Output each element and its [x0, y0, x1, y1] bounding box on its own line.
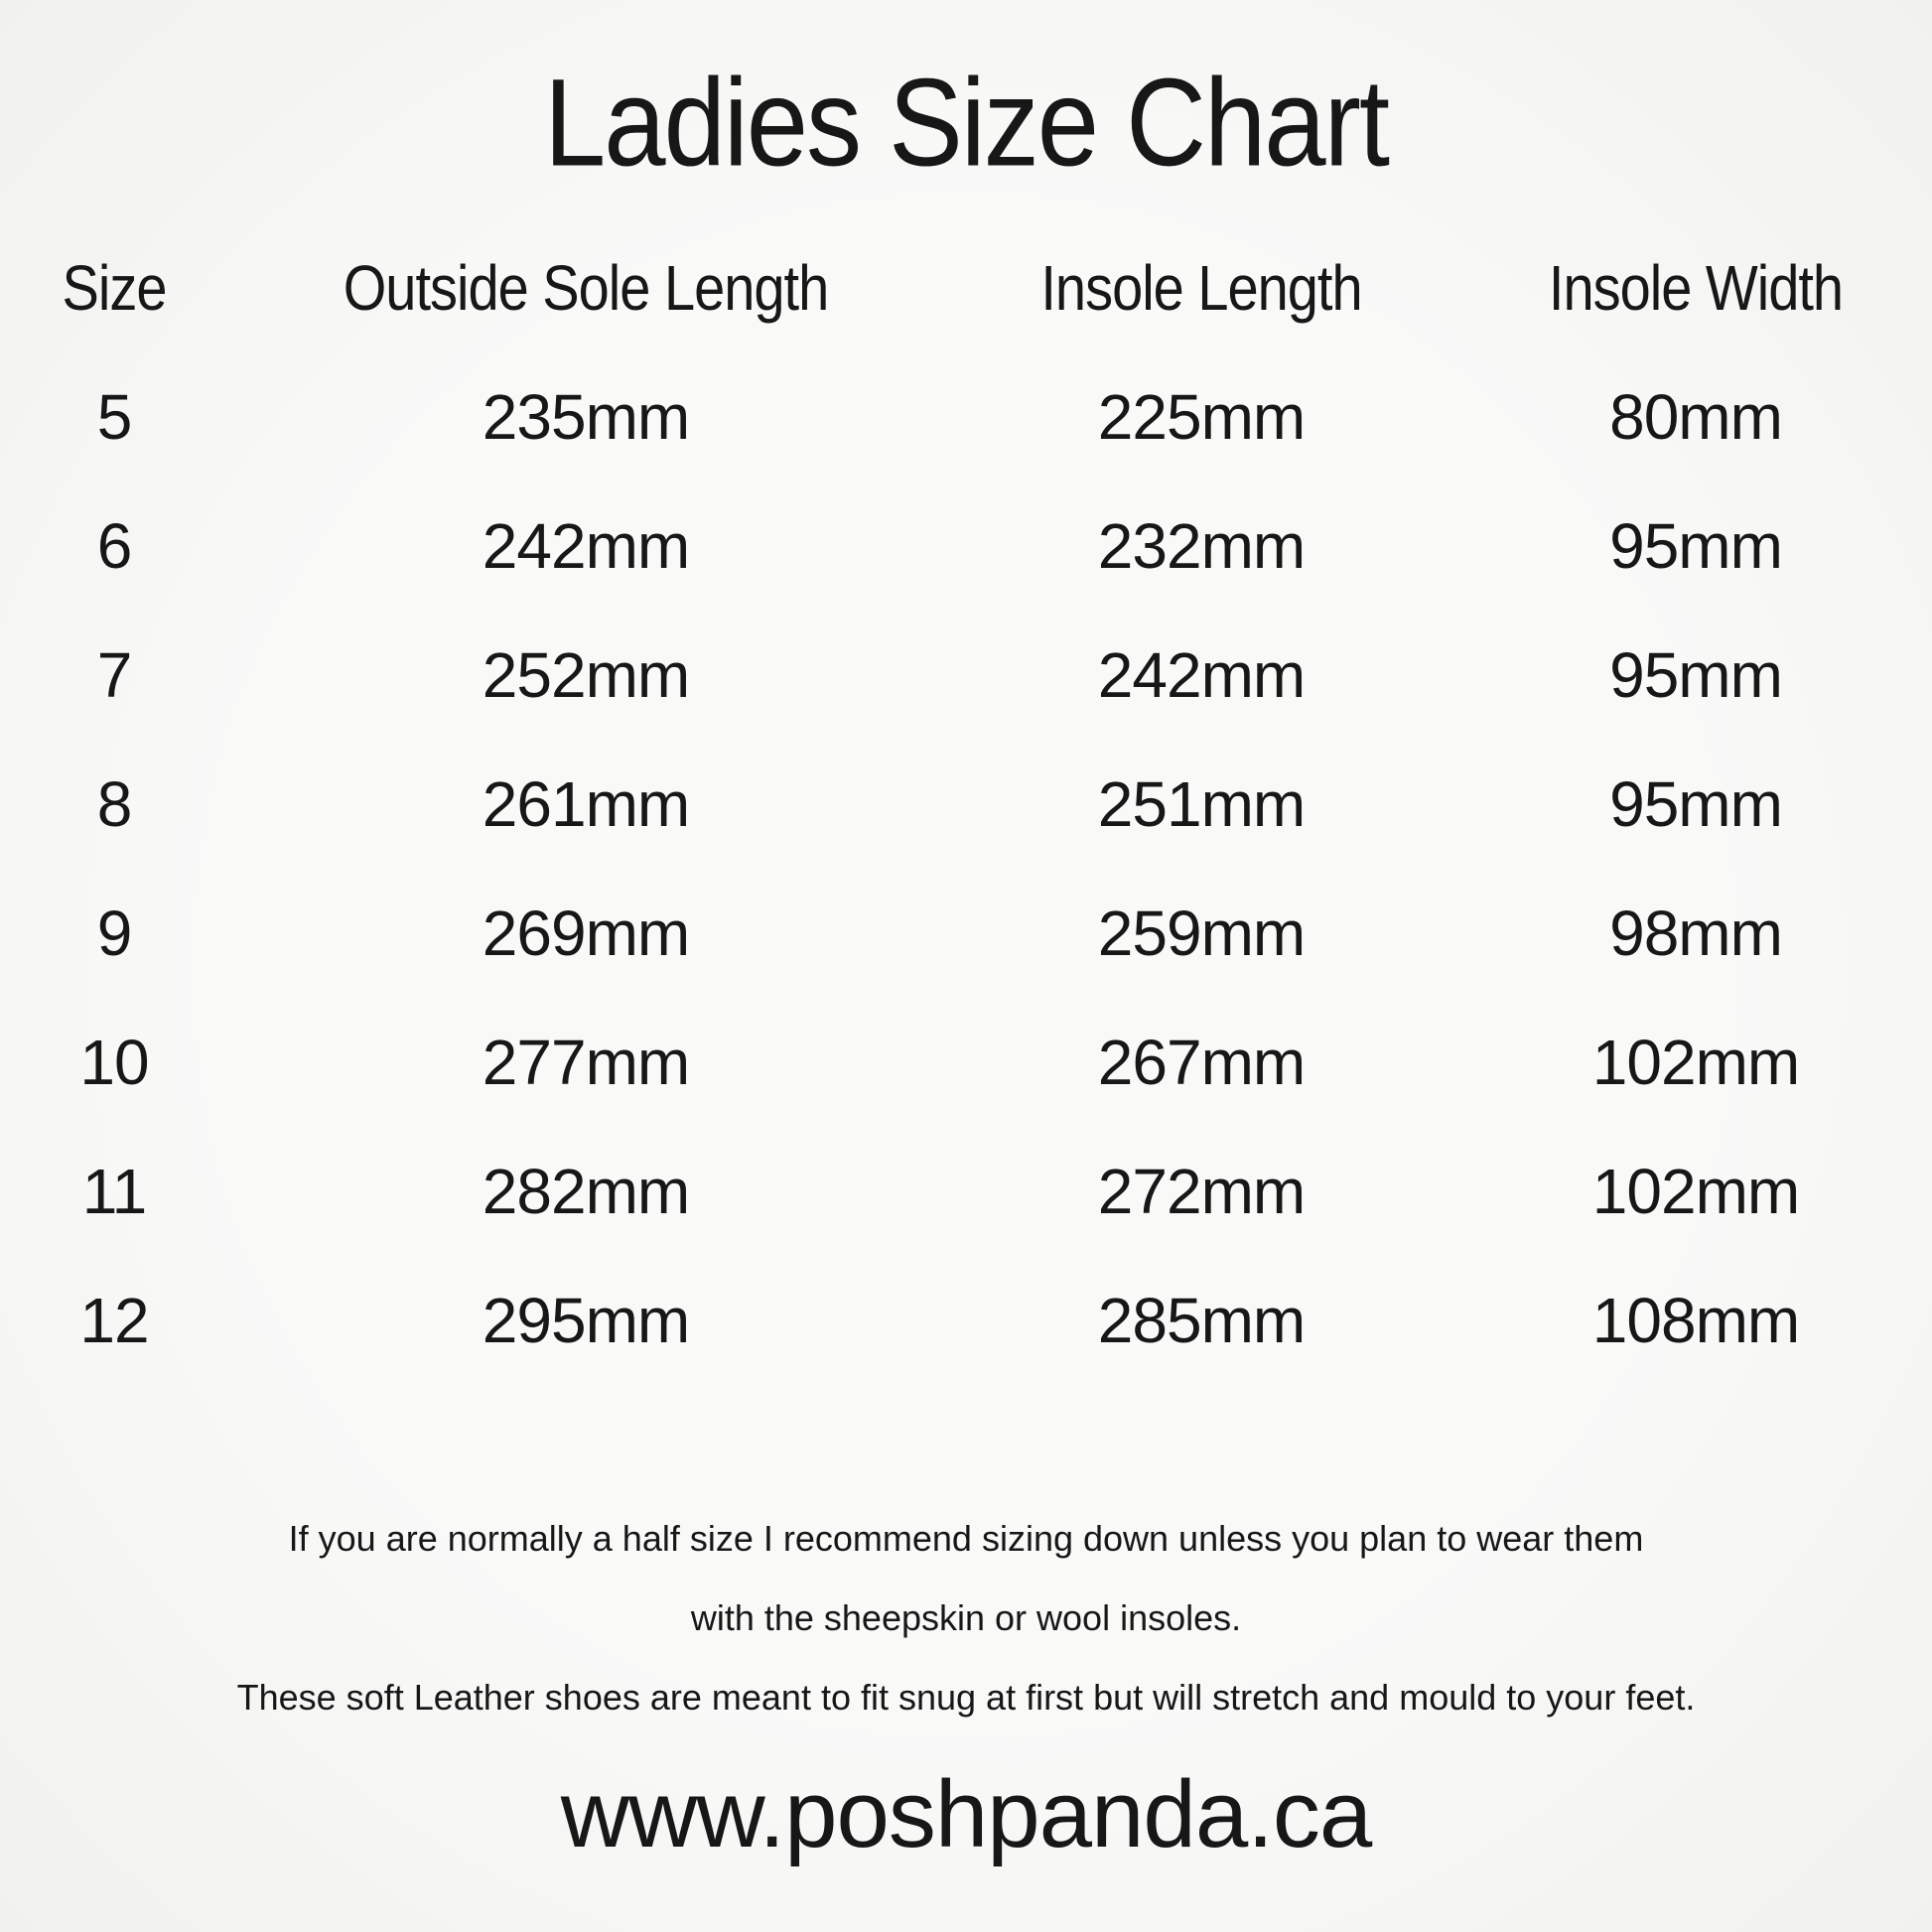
table-row	[0, 998, 1932, 1127]
size-cell: 10	[79, 1027, 149, 1098]
measurement-cell: 225mm	[1097, 381, 1306, 453]
measurement-cell: 251mm	[1097, 768, 1306, 840]
measurement-cell: 98mm	[1609, 897, 1782, 969]
column-header-insole-length: Insole Length	[1040, 251, 1362, 324]
size-cell: 5	[96, 381, 132, 453]
note-line-3: These soft Leather shoes are meant to fit snug at first but will stretch and mould to your feet.	[236, 1677, 1696, 1718]
measurement-cell: 269mm	[482, 897, 690, 969]
measurement-cell: 242mm	[482, 510, 690, 582]
measurement-cell: 252mm	[482, 639, 690, 711]
measurement-cell: 108mm	[1591, 1285, 1800, 1356]
table-body	[0, 352, 1932, 1385]
table-row	[0, 352, 1932, 482]
measurement-cell: 267mm	[1097, 1027, 1306, 1098]
size-cell: 6	[96, 510, 132, 582]
size-cell: 12	[79, 1285, 149, 1356]
measurement-cell: 277mm	[482, 1027, 690, 1098]
measurement-cell: 102mm	[1591, 1027, 1800, 1098]
table-header-row	[0, 248, 1932, 328]
page-title: Ladies Size Chart	[543, 53, 1389, 193]
measurement-cell: 232mm	[1097, 510, 1306, 582]
size-cell: 8	[96, 768, 132, 840]
column-header-insole-width: Insole Width	[1548, 251, 1844, 324]
note-line-2: with the sheepskin or wool insoles.	[690, 1597, 1242, 1638]
column-header-outside-sole-length: Outside Sole Length	[343, 251, 829, 324]
measurement-cell: 259mm	[1097, 897, 1306, 969]
table-row	[0, 611, 1932, 740]
measurement-cell: 235mm	[482, 381, 690, 453]
size-cell: 9	[96, 897, 132, 969]
measurement-cell: 95mm	[1609, 768, 1782, 840]
measurement-cell: 285mm	[1097, 1285, 1306, 1356]
measurement-cell: 295mm	[482, 1285, 690, 1356]
column-header-size: Size	[62, 251, 167, 324]
table-row	[0, 740, 1932, 869]
measurement-cell: 102mm	[1591, 1156, 1800, 1227]
size-cell: 11	[81, 1156, 147, 1227]
note-line-1: If you are normally a half size I recommend sizing down unless you plan to wear them	[288, 1518, 1644, 1559]
measurement-cell: 242mm	[1097, 639, 1306, 711]
sizing-notes	[0, 1499, 1932, 1737]
website-url: www.poshpanda.ca	[560, 1761, 1372, 1867]
table-row	[0, 1127, 1932, 1256]
table-row	[0, 869, 1932, 998]
measurement-cell: 272mm	[1097, 1156, 1306, 1227]
measurement-cell: 282mm	[482, 1156, 690, 1227]
measurement-cell: 261mm	[482, 768, 690, 840]
measurement-cell: 95mm	[1609, 639, 1782, 711]
table-row	[0, 482, 1932, 611]
table-row	[0, 1256, 1932, 1385]
measurement-cell: 80mm	[1609, 381, 1782, 453]
measurement-cell: 95mm	[1609, 510, 1782, 582]
size-cell: 7	[96, 639, 132, 711]
